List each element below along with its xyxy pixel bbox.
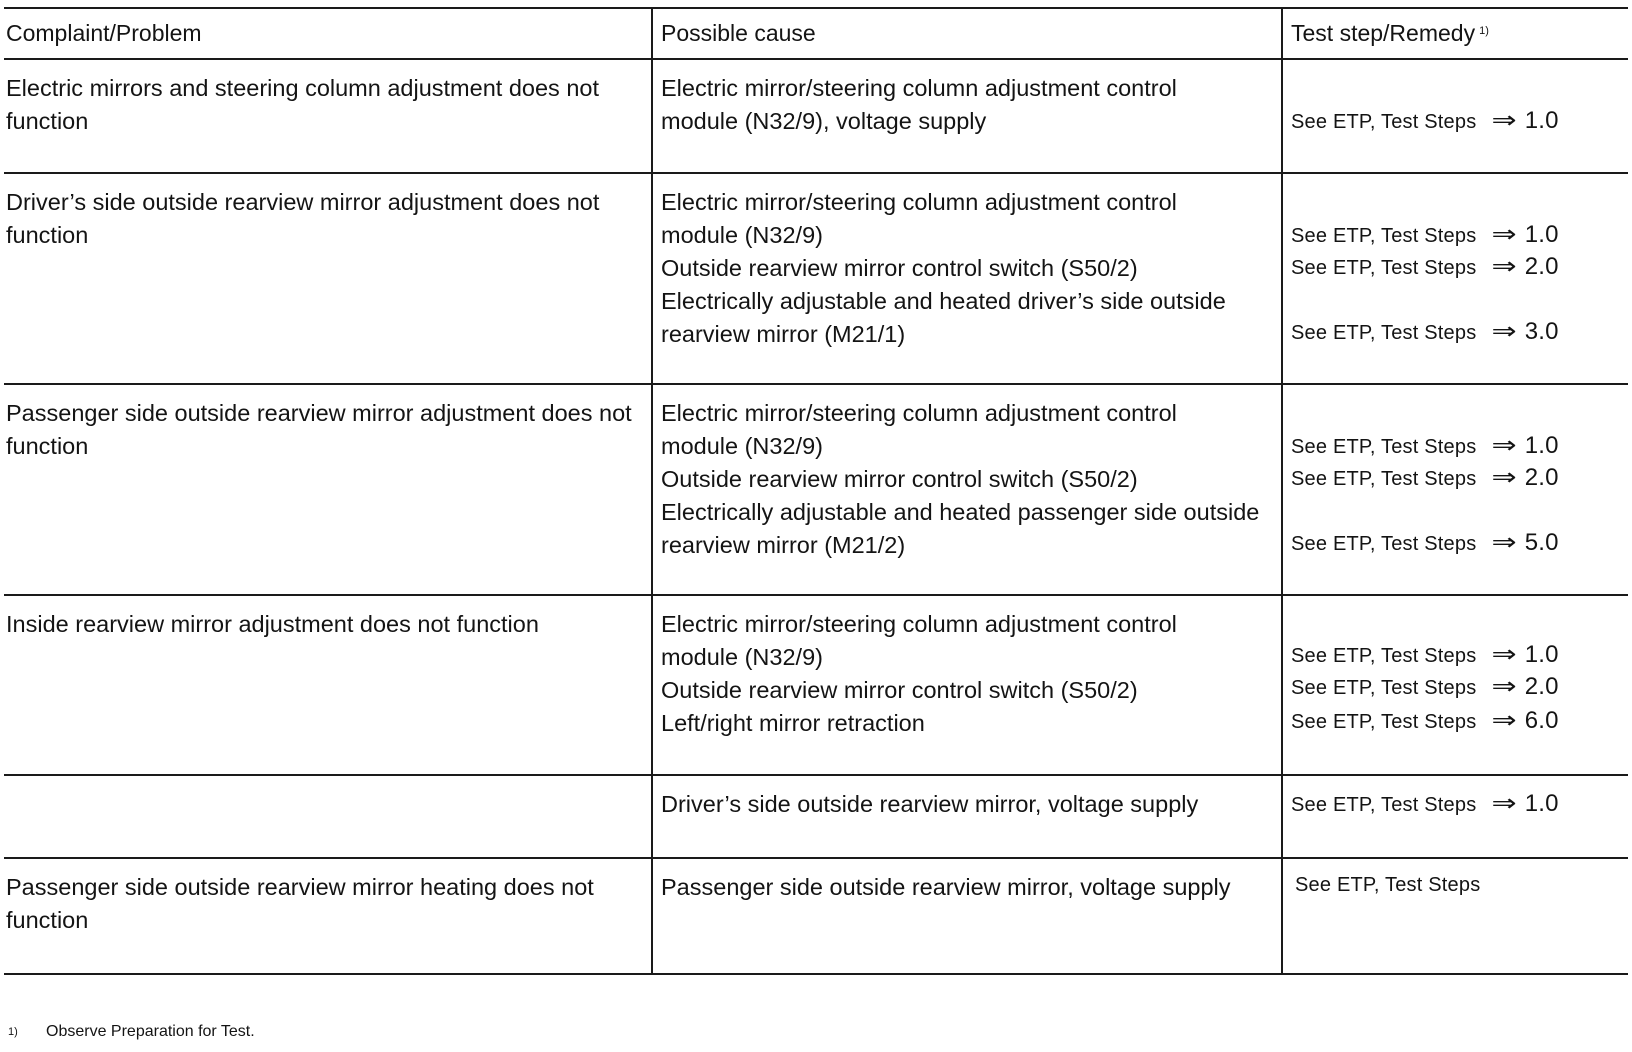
remedy-text: See ETP, Test Steps <box>1291 677 1477 699</box>
remedy-step-number: 2.0 <box>1524 464 1559 491</box>
table-row <box>4 858 1628 974</box>
table-row <box>4 775 1628 858</box>
cause-line: module (N32/9) <box>661 644 823 670</box>
cause-cell <box>652 59 1282 173</box>
remedy-text: See ETP, Test Steps <box>1291 533 1477 555</box>
remedy-text: See ETP, Test Steps <box>1291 111 1477 133</box>
remedy-step <box>1291 787 1559 822</box>
remedy-step-number: 2.0 <box>1524 253 1559 280</box>
double-arrow-icon: ⇒ <box>1491 318 1518 345</box>
cause-cell <box>652 384 1282 595</box>
cause-line: Electric mirror/steering column adjustment control <box>661 400 1177 426</box>
remedy-cell <box>1282 858 1628 974</box>
header-complaint: Complaint/Problem <box>4 8 652 59</box>
remedy-step-number: 1.0 <box>1524 432 1559 459</box>
footnote-marker: 1) <box>1479 25 1489 37</box>
cause-line: Left/right mirror retraction <box>661 710 925 736</box>
complaint-cell <box>4 384 652 595</box>
cause-line: Passenger side outside rearview mirror, voltage supply <box>661 874 1231 900</box>
remedy-step <box>1295 869 1480 902</box>
remedy-step <box>1291 670 1559 705</box>
remedy-step-number: 1.0 <box>1524 641 1559 668</box>
cause-line: Electrically adjustable and heated driver’s side outside <box>661 288 1226 314</box>
remedy-text: See ETP, Test Steps <box>1291 468 1477 490</box>
header-cause: Possible cause <box>652 8 1282 59</box>
double-arrow-icon: ⇒ <box>1491 529 1518 556</box>
header-remedy <box>1282 8 1628 59</box>
complaint-line: function <box>6 108 89 134</box>
footnote <box>8 1021 255 1043</box>
cause-line: Electrically adjustable and heated passenger side outside <box>661 499 1260 525</box>
diagnosis-table <box>4 7 1628 975</box>
remedy-text: See ETP, Test Steps <box>1291 794 1477 816</box>
complaint-line: function <box>6 222 89 248</box>
remedy-cell <box>1282 775 1628 858</box>
remedy-text: See ETP, Test Steps <box>1295 874 1481 896</box>
remedy-step-number: 1.0 <box>1524 790 1559 817</box>
double-arrow-icon: ⇒ <box>1491 641 1518 668</box>
remedy-cell <box>1282 173 1628 384</box>
remedy-step <box>1291 526 1559 561</box>
remedy-step <box>1291 461 1559 496</box>
cause-line: Driver’s side outside rearview mirror, voltage supply <box>661 791 1199 817</box>
remedy-step-number: 2.0 <box>1524 673 1559 700</box>
table-header-row <box>4 8 1628 59</box>
cause-line: module (N32/9), voltage supply <box>661 108 987 134</box>
remedy-step-number: 5.0 <box>1524 529 1559 556</box>
cause-line: Electric mirror/steering column adjustment control <box>661 611 1177 637</box>
cause-cell <box>652 858 1282 974</box>
remedy-step-number: 1.0 <box>1524 221 1559 248</box>
complaint-cell <box>4 858 652 974</box>
remedy-text: See ETP, Test Steps <box>1291 436 1477 458</box>
complaint-cell <box>4 775 652 858</box>
remedy-step-number: 1.0 <box>1524 107 1559 134</box>
double-arrow-icon: ⇒ <box>1491 107 1518 134</box>
table-row <box>4 173 1628 384</box>
remedy-cell <box>1282 595 1628 775</box>
double-arrow-icon: ⇒ <box>1491 253 1518 280</box>
header-remedy-label: Test step/Remedy <box>1291 20 1476 46</box>
remedy-cell <box>1282 384 1628 595</box>
double-arrow-icon: ⇒ <box>1491 221 1518 248</box>
cause-cell <box>652 595 1282 775</box>
footnote-text: Observe Preparation for Test. <box>46 1023 255 1040</box>
complaint-line: function <box>6 907 89 933</box>
cause-line: Outside rearview mirror control switch (S50/2) <box>661 466 1138 492</box>
remedy-text: See ETP, Test Steps <box>1291 711 1477 733</box>
cause-line: Outside rearview mirror control switch (S50/2) <box>661 255 1138 281</box>
complaint-line: Inside rearview mirror adjustment does not function <box>6 611 539 637</box>
cause-line: module (N32/9) <box>661 222 823 248</box>
cause-line: rearview mirror (M21/2) <box>661 532 906 558</box>
cause-line: Outside rearview mirror control switch (S50/2) <box>661 677 1138 703</box>
complaint-cell <box>4 59 652 173</box>
cause-cell <box>652 173 1282 384</box>
remedy-step <box>1291 638 1559 673</box>
remedy-text: See ETP, Test Steps <box>1291 225 1477 247</box>
table-row <box>4 384 1628 595</box>
remedy-step <box>1291 250 1559 285</box>
cause-line: Electric mirror/steering column adjustment control <box>661 189 1177 215</box>
double-arrow-icon: ⇒ <box>1491 432 1518 459</box>
double-arrow-icon: ⇒ <box>1491 464 1518 491</box>
cause-line: module (N32/9) <box>661 433 823 459</box>
cause-cell <box>652 775 1282 858</box>
double-arrow-icon: ⇒ <box>1491 707 1518 734</box>
double-arrow-icon: ⇒ <box>1491 790 1518 817</box>
remedy-step <box>1291 315 1559 350</box>
complaint-cell <box>4 173 652 384</box>
double-arrow-icon: ⇒ <box>1491 673 1518 700</box>
complaint-line: function <box>6 433 89 459</box>
cause-line: Electric mirror/steering column adjustment control <box>661 75 1177 101</box>
remedy-text: See ETP, Test Steps <box>1291 322 1477 344</box>
remedy-step-number: 6.0 <box>1524 707 1559 734</box>
remedy-step-number: 3.0 <box>1524 318 1559 345</box>
footnote-mark: 1) <box>8 1026 18 1038</box>
remedy-step <box>1291 704 1559 739</box>
cause-line: rearview mirror (M21/1) <box>661 321 906 347</box>
complaint-cell <box>4 595 652 775</box>
table-row <box>4 59 1628 173</box>
complaint-line: Passenger side outside rearview mirror heating does not <box>6 874 594 900</box>
complaint-line: Electric mirrors and steering column adjustment does not <box>6 75 599 101</box>
remedy-text: See ETP, Test Steps <box>1291 645 1477 667</box>
remedy-step <box>1291 104 1559 139</box>
remedy-cell <box>1282 59 1628 173</box>
complaint-line: Driver’s side outside rearview mirror adjustment does not <box>6 189 600 215</box>
remedy-step <box>1291 429 1559 464</box>
complaint-line: Passenger side outside rearview mirror adjustment does not <box>6 400 632 426</box>
remedy-step <box>1291 218 1559 253</box>
remedy-text: See ETP, Test Steps <box>1291 257 1477 279</box>
table-row <box>4 595 1628 775</box>
